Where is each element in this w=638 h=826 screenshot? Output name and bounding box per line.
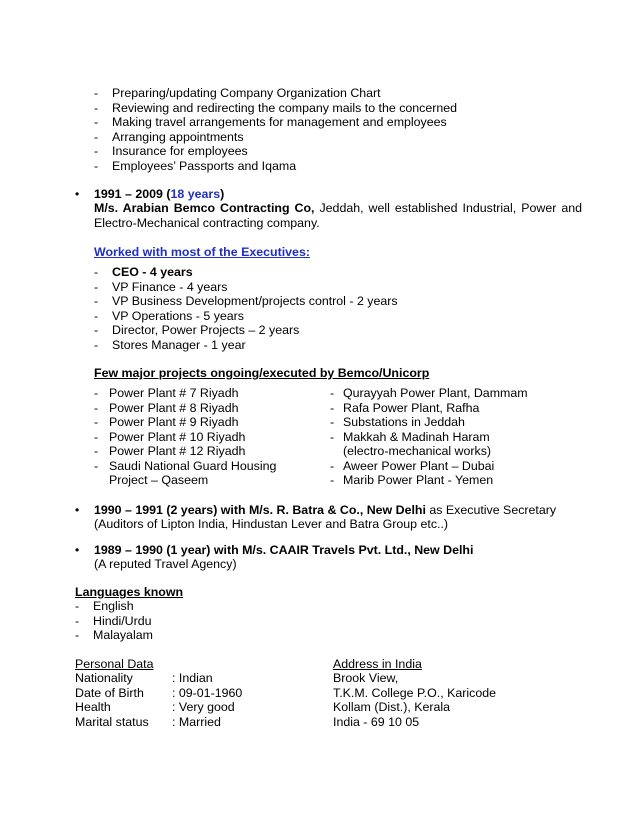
personal-value: : Indian xyxy=(172,671,213,685)
projects-heading: Few major projects ongoing/executed by Bemco/Unicorp xyxy=(94,366,430,380)
project-text: Saudi National Guard Housing xyxy=(109,458,277,473)
project-text: Makkah & Madinah Haram xyxy=(343,429,490,444)
language-text: Malayalam xyxy=(93,628,153,642)
address-text: India - 69 10 05 xyxy=(333,714,420,729)
batra-line xyxy=(94,503,556,517)
dash: - xyxy=(75,599,80,613)
personal-label: Marital status xyxy=(75,714,149,729)
dash: - xyxy=(330,458,335,473)
caair-detail: (A reputed Travel Agency) xyxy=(94,557,237,571)
dash: - xyxy=(94,415,99,429)
project-text: Qurayyah Power Plant, Dammam xyxy=(343,386,528,400)
executive-text: VP Finance - 4 years xyxy=(112,279,228,294)
bullet: • xyxy=(75,187,80,201)
dash: - xyxy=(75,613,80,628)
dash: - xyxy=(94,279,99,294)
executive-text: VP Business Development/projects control - 2 years xyxy=(112,294,398,308)
project-text: Power Plant # 12 Riyadh xyxy=(109,444,246,458)
address-text: T.K.M. College P.O., Karicode xyxy=(333,685,496,700)
task-text: Arranging appointments xyxy=(112,129,244,144)
task-text: Preparing/updating Company Organization Chart xyxy=(112,86,381,100)
language-text: Hindi/Urdu xyxy=(93,613,152,628)
project-text: Power Plant # 8 Riyadh xyxy=(109,400,239,415)
project-text: Power Plant # 9 Riyadh xyxy=(109,415,239,429)
dash: - xyxy=(94,400,99,415)
personal-heading: Personal Data xyxy=(75,657,154,671)
executive-text: Director, Power Projects – 2 years xyxy=(112,323,300,337)
executive-text: Stores Manager - 1 year xyxy=(112,337,246,352)
dash: - xyxy=(94,158,99,173)
project-text: Rafa Power Plant, Rafha xyxy=(343,400,480,415)
executive-text: VP Operations - 5 years xyxy=(112,308,245,323)
years-suffix: ) xyxy=(220,187,225,201)
years-prefix: 1991 – 2009 ( xyxy=(94,187,171,201)
personal-label: Date of Birth xyxy=(75,685,144,700)
task-text: Reviewing and redirecting the company mails to the concerned xyxy=(112,100,458,115)
project-text: Power Plant # 7 Riyadh xyxy=(109,386,239,400)
dash: - xyxy=(94,429,99,444)
batra-bold: 1990 – 1991 (2 years) with M/s. R. Batra & Co., New Delhi xyxy=(94,503,426,517)
task-text: Employees’ Passports and Iqama xyxy=(112,158,297,173)
task-text: Insurance for employees xyxy=(112,144,248,158)
bullet: • xyxy=(75,543,80,557)
task-text: Making travel arrangements for management and employees xyxy=(112,115,447,129)
dash: - xyxy=(94,308,99,323)
dash: - xyxy=(330,400,335,415)
dash: - xyxy=(330,473,335,487)
languages-heading: Languages known xyxy=(75,585,184,599)
project-text: Aweer Power Plant – Dubai xyxy=(343,458,495,473)
dash: - xyxy=(75,628,80,642)
address-text: Kollam (Dist.), Kerala xyxy=(333,700,451,714)
dash: - xyxy=(94,86,99,100)
executives-heading: Worked with most of the Executives: xyxy=(94,245,310,259)
dash: - xyxy=(94,458,99,473)
dash: - xyxy=(94,129,99,144)
batra-rest: as Executive Secretary xyxy=(425,503,557,517)
company-desc: Jeddah, well established Industrial, Power and Electro-Mechanical contracting company. xyxy=(94,201,582,230)
dash: - xyxy=(94,265,99,279)
address-heading: Address in India xyxy=(333,657,422,671)
personal-value: : 09-01-1960 xyxy=(172,685,243,700)
personal-value: : Married xyxy=(172,714,221,729)
project-text: Power Plant # 10 Riyadh xyxy=(109,429,246,444)
language-text: English xyxy=(93,599,134,613)
dash: - xyxy=(94,294,99,308)
project-text: (electro-mechanical works) xyxy=(343,444,492,458)
caair-line: 1989 – 1990 (1 year) with M/s. CAAIR Travels Pvt. Ltd., New Delhi xyxy=(94,543,474,557)
dash: - xyxy=(330,429,335,444)
dash: - xyxy=(94,100,99,115)
batra-detail: (Auditors of Lipton India, Hindustan Lever and Batra Group etc..) xyxy=(94,517,449,531)
years-highlight: 18 years xyxy=(170,187,221,201)
dash: - xyxy=(94,144,99,158)
project-text: Marib Power Plant - Yemen xyxy=(343,473,494,487)
personal-label: Health xyxy=(75,700,111,714)
personal-label: Nationality xyxy=(75,671,133,685)
bullet: • xyxy=(75,503,80,517)
dash: - xyxy=(94,337,99,352)
bemco-company xyxy=(94,201,582,230)
dash: - xyxy=(330,415,335,429)
personal-value: : Very good xyxy=(172,700,235,714)
project-text: Substations in Jeddah xyxy=(343,415,465,429)
dash: - xyxy=(330,386,335,400)
project-text: Project – Qaseem xyxy=(109,473,209,487)
dash: - xyxy=(94,115,99,129)
dash: - xyxy=(94,444,99,458)
executive-text: CEO - 4 years xyxy=(112,265,193,279)
company-name: M/s. Arabian Bemco Contracting Co, xyxy=(94,201,315,215)
dash: - xyxy=(94,386,99,400)
address-text: Brook View, xyxy=(333,671,399,685)
bemco-years xyxy=(94,187,224,201)
dash: - xyxy=(94,323,99,337)
